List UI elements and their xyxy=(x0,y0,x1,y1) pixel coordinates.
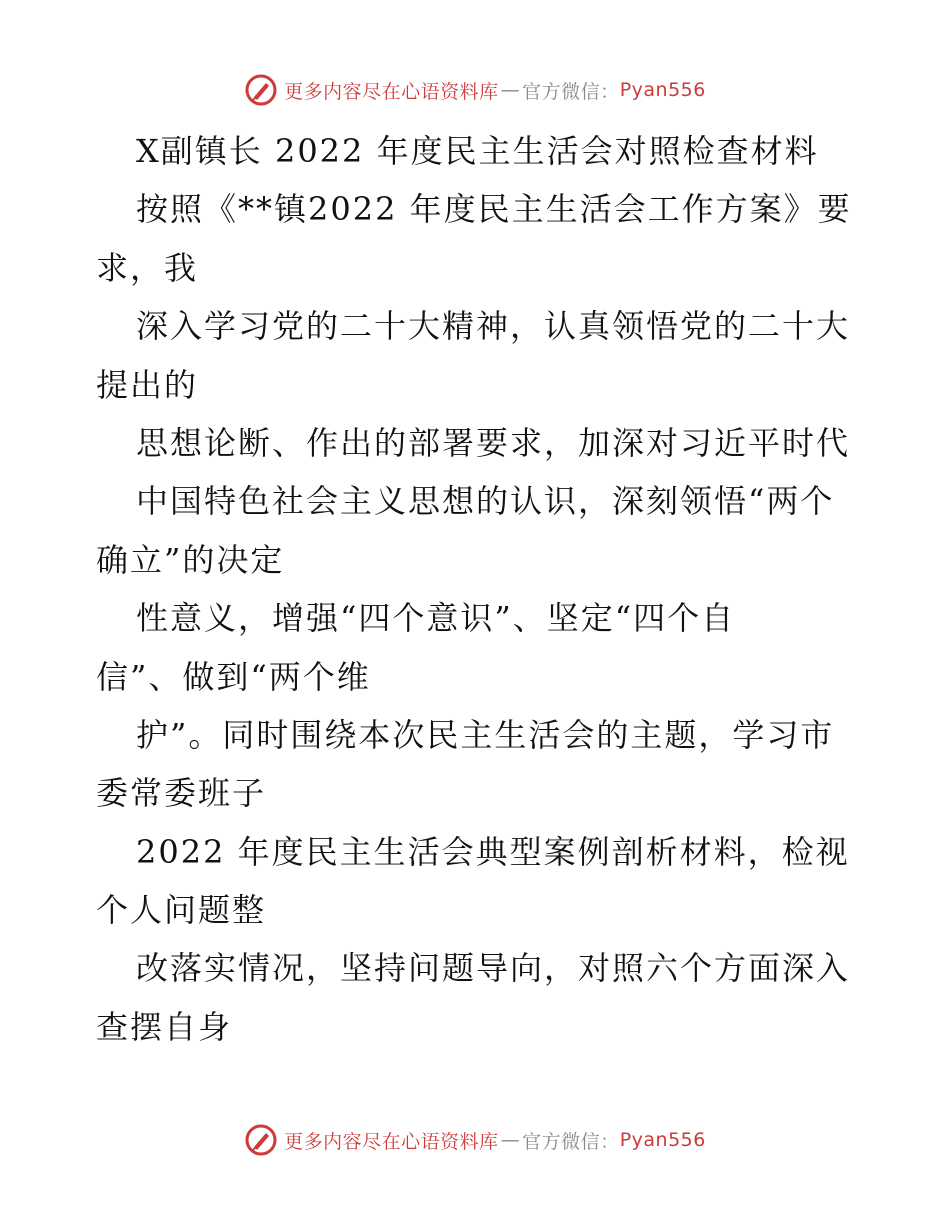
watermark-dash: — xyxy=(500,79,521,101)
document-line: 改落实情况，坚持问题导向，对照六个方面深入 xyxy=(136,949,851,988)
document-line: 查摆自身 xyxy=(96,1007,233,1046)
watermark-official-label: 官方微信： xyxy=(522,80,620,103)
document-line: 思想论断、作出的部署要求，加深对习近平时代 xyxy=(136,423,851,462)
document-line: 确立”的决定 xyxy=(96,540,285,579)
document-line: 提出的 xyxy=(96,365,199,404)
watermark-wechat-id: Pyan556 xyxy=(619,79,706,101)
watermark-dash: — xyxy=(500,1129,521,1151)
footer-watermark xyxy=(0,1120,950,1160)
document-line: 按照《**镇2022 年度民主生活会工作方案》要 xyxy=(136,190,852,229)
document-line: 2022 年度民主生活会典型案例剖析材料，检视 xyxy=(136,832,850,871)
watermark-wechat-id: Pyan556 xyxy=(619,1129,706,1151)
document-title: X副镇长 2022 年度民主生活会对照检查材料 xyxy=(136,132,819,170)
watermark-official-label: 官方微信： xyxy=(522,1130,620,1153)
watermark-text: 更多内容尽在心语资料库 xyxy=(284,1130,499,1153)
watermark-text: 更多内容尽在心语资料库 xyxy=(284,80,499,103)
document-line: 深入学习党的二十大精神，认真领悟党的二十大 xyxy=(136,307,851,346)
document-line: 护”。同时围绕本次民主生活会的主题，学习市 xyxy=(136,715,835,754)
document-body xyxy=(96,122,866,1056)
document-line: 求，我 xyxy=(96,248,199,287)
document-line: 委常委班子 xyxy=(96,774,267,813)
pen-nib-logo-icon xyxy=(244,73,278,107)
document-line: 信”、做到“两个维 xyxy=(96,657,371,696)
header-watermark xyxy=(0,70,950,110)
document-line: 个人问题整 xyxy=(96,891,267,930)
document-line: 性意义，增强“四个意识”、坚定“四个自 xyxy=(136,599,736,638)
document-line: 中国特色社会主义思想的认识，深刻领悟“两个 xyxy=(136,482,835,521)
pen-nib-logo-icon xyxy=(244,1123,278,1157)
